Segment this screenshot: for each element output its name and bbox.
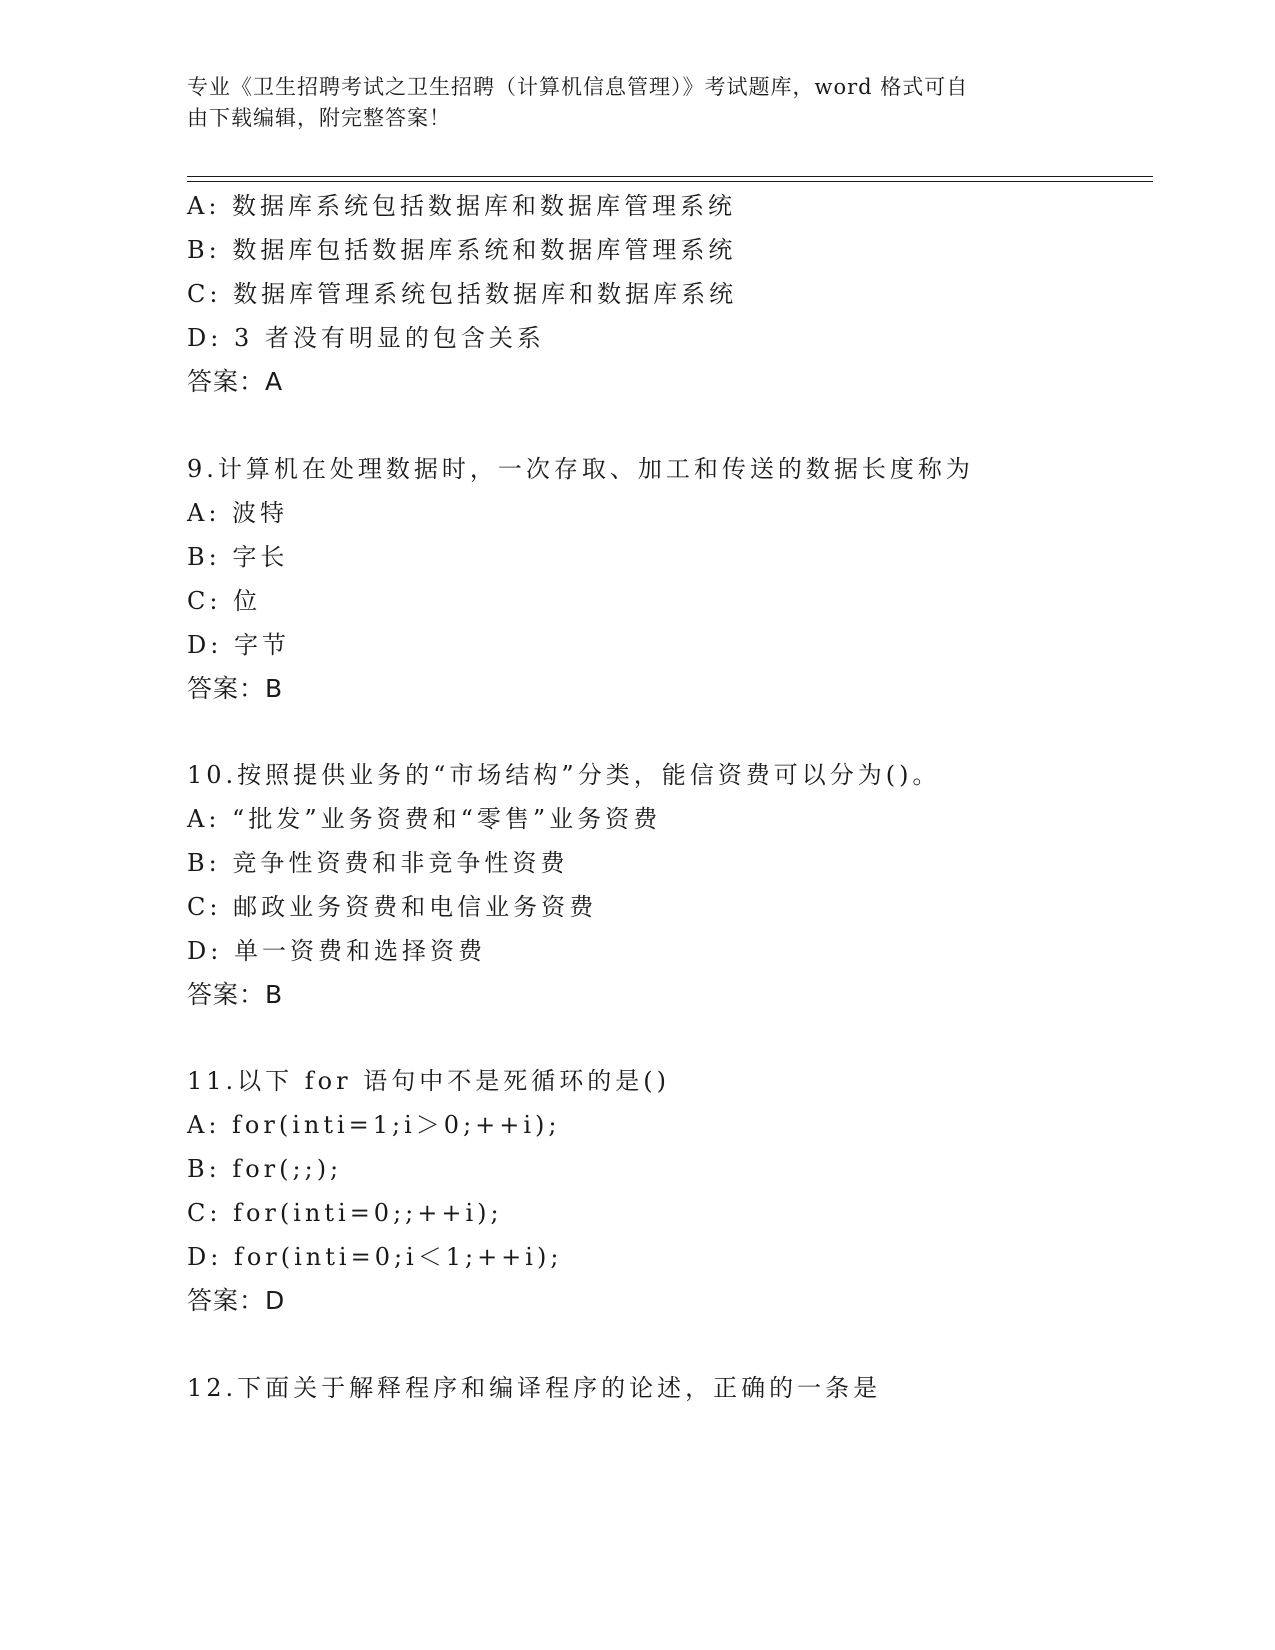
q11-option-c: C: for(inti=0;;++i);	[187, 1199, 503, 1227]
q8-option-b: B: 数据库包括数据库系统和数据库管理系统	[187, 236, 737, 264]
q10-option-c: C: 邮政业务资费和电信业务资费	[187, 893, 598, 921]
q8-option-d: D: 3 者没有明显的包含关系	[187, 324, 545, 352]
header-line-1: 专业《卫生招聘考试之卫生招聘（计算机信息管理）》考试题库，word 格式可自	[187, 75, 969, 99]
header-divider-top	[187, 176, 1153, 177]
q9-option-a: A: 波特	[187, 499, 289, 527]
q9-option-d: D: 字节	[187, 631, 290, 659]
q9-question: 9.计算机在处理数据时，一次存取、加工和传送的数据长度称为	[187, 455, 974, 483]
q11-option-b: B: for(;;);	[187, 1155, 343, 1183]
document-header	[187, 72, 1087, 134]
q10-option-a: A: “批发”业务资费和“零售”业务资费	[187, 805, 662, 833]
q11-question: 11.以下 for 语句中不是死循环的是()	[187, 1067, 670, 1095]
q8-option-a: A: 数据库系统包括数据库和数据库管理系统	[187, 192, 737, 220]
q10-option-b: B: 竞争性资费和非竞争性资费	[187, 849, 569, 877]
header-divider-bottom	[187, 181, 1153, 182]
q8-answer: 答案：A	[187, 367, 284, 396]
q9-option-c: C: 位	[187, 587, 262, 615]
q10-answer: 答案：B	[187, 980, 284, 1009]
header-line-2: 由下载编辑，附完整答案！	[187, 106, 451, 130]
q11-option-a: A: for(inti=1;i＞0;++i);	[187, 1111, 561, 1139]
q11-option-d: D: for(inti=0;i＜1;++i);	[187, 1243, 563, 1271]
q8-option-c: C: 数据库管理系统包括数据库和数据库系统	[187, 280, 738, 308]
q10-question: 10.按照提供业务的“市场结构”分类，能信资费可以分为()。	[187, 761, 941, 789]
q9-answer: 答案：B	[187, 674, 284, 703]
q9-option-b: B: 字长	[187, 543, 289, 571]
q12-question: 12.下面关于解释程序和编译程序的论述，正确的一条是	[187, 1374, 882, 1402]
q10-option-d: D: 单一资费和选择资费	[187, 937, 486, 965]
q11-answer: 答案：D	[187, 1286, 286, 1315]
